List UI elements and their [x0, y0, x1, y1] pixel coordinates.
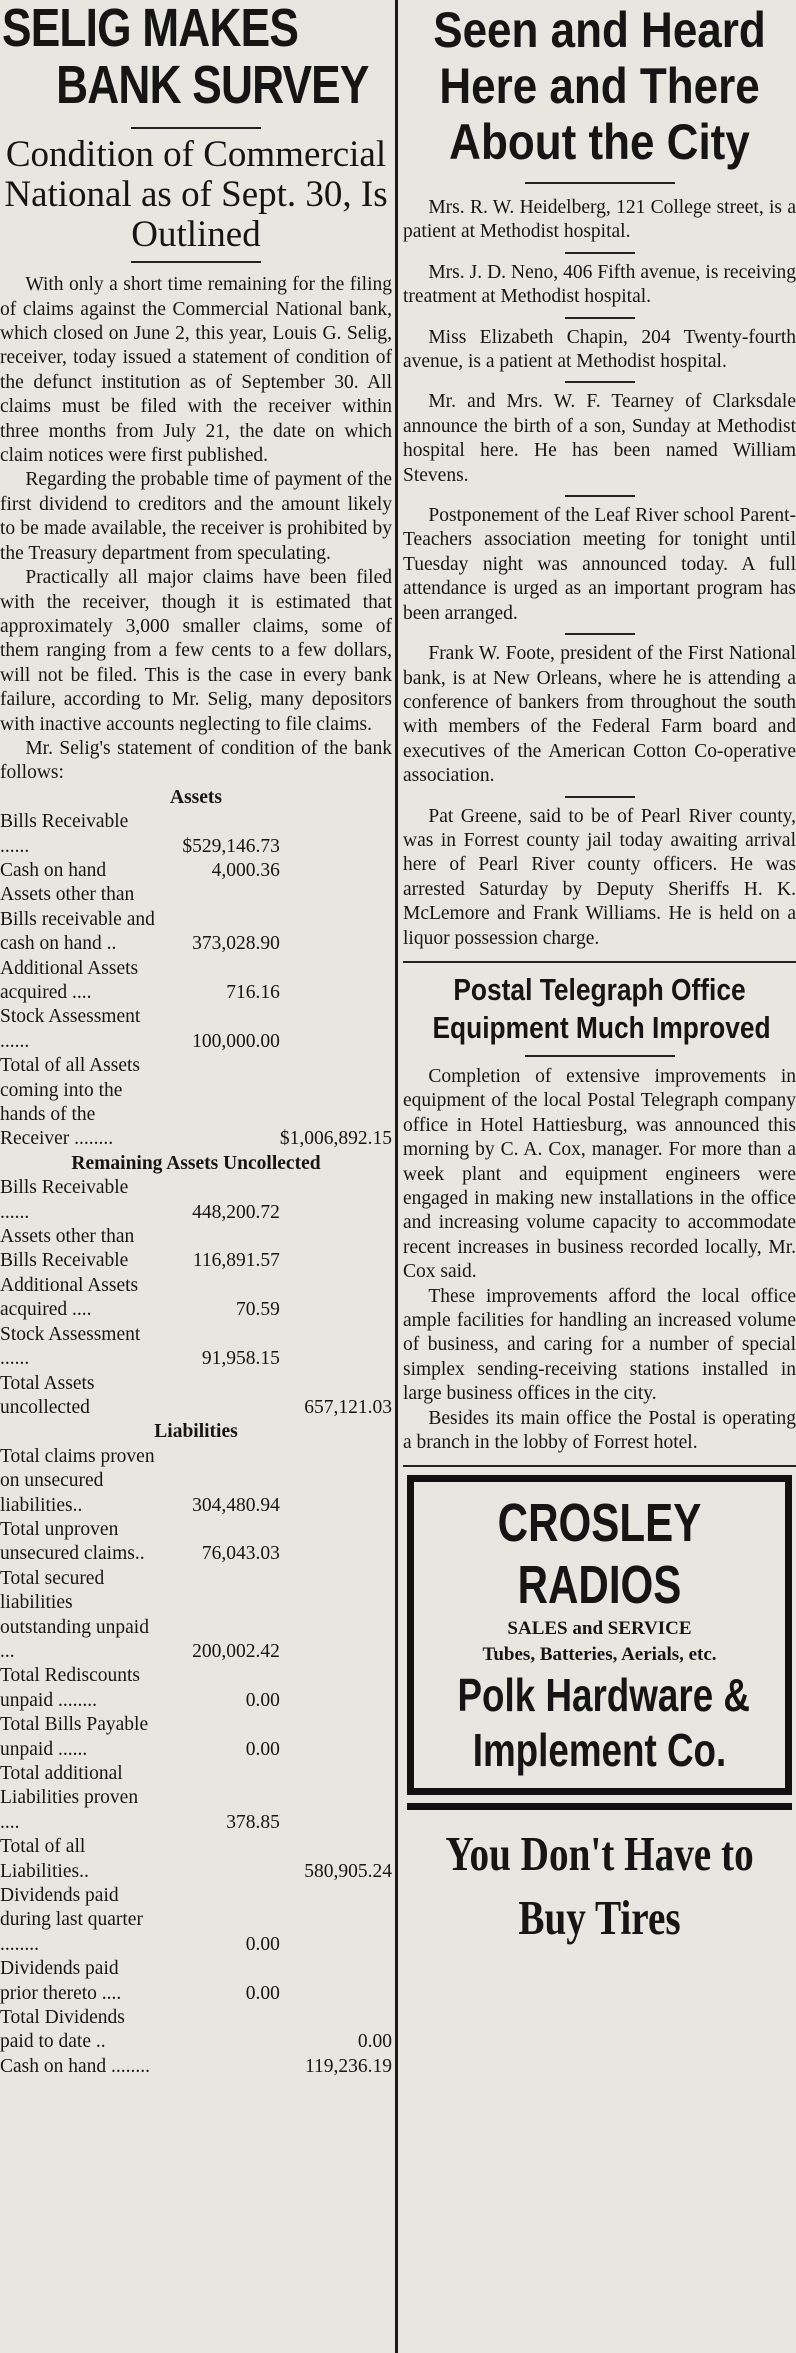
divider: [525, 182, 675, 184]
row-label: Additional Assets acquired ....: [0, 957, 139, 1004]
statement-row: [0, 1176, 392, 1225]
statement-row: [0, 1884, 392, 1957]
ad-crosley-radios: RADIOS: [517, 1555, 682, 1616]
row-amount: 378.85: [226, 1811, 280, 1833]
row-amount: 0.00: [245, 1738, 280, 1760]
section-title: Assets: [170, 786, 222, 808]
row-label: Total of all Assets coming into the hands of the Receiver ........: [0, 1055, 140, 1150]
row-label: Dividends paid prior thereto ....: [0, 1958, 122, 2004]
statement-row: [0, 1518, 392, 1567]
left-column: [0, 0, 392, 2079]
row-amount: [161, 2055, 280, 2079]
row-label: Total additional Liabilities proven ....: [0, 1763, 139, 1833]
row-amount: 76,043.03: [201, 1543, 280, 1565]
row-label: Total Rediscounts unpaid ........: [0, 1665, 140, 1711]
headline-line-2: Here and There: [439, 58, 760, 114]
row-amount: 0.00: [245, 1689, 280, 1711]
item-separator: [565, 252, 635, 254]
row-amount: 91,958.15: [201, 1348, 280, 1370]
row-amount: 4,000.36: [211, 859, 280, 881]
row-total: [280, 1884, 392, 1957]
row-amount: 0.00: [245, 1933, 280, 1955]
postal-headline-line-2: Equipment Much Improved: [432, 1009, 771, 1045]
article-paragraph: Practically all major claims have been filed with the receiver, though it is estimated that approximately 3,000 smaller claims, some of them ranging from a few cents to a few dollars, will not be filed. This is the case in every bank failure, according to Mr. Selig, many depositors with inactive accounts neglecting to file claims.: [0, 567, 392, 735]
statement-row: [0, 883, 392, 956]
postal-paragraph: These improvements afford the local office ample facilities for handling an increased volume of business, and caring for a number of special simplex sending-receiving stations installed in large business offices in the city.: [403, 1285, 796, 1405]
divider: [525, 1055, 675, 1057]
divider: [131, 261, 261, 263]
city-news-item: Pat Greene, said to be of Pearl River county, was in Forrest county jail today awaiting arrival here of Pearl River county officers. He was arrested Saturday by Deputy Sheriffs H. K. McLemore and Frank Williams. He is held on a liquor possession charge.: [403, 805, 796, 949]
row-total: [280, 1176, 392, 1225]
statement-row: [0, 1323, 392, 1372]
city-news-item: Mrs. J. D. Neno, 406 Fifth avenue, is receiving treatment at Methodist hospital.: [403, 261, 796, 308]
column-rule: [395, 0, 398, 2353]
row-total: $1,006,892.15: [279, 1128, 392, 1150]
article-paragraph: With only a short time remaining for the filing of claims against the Commercial National bank, which closed on June 2, this year, Louis G. Selig, receiver, today issued a statement of condition of the defunct institution as of September 30. All claims must be filed with the receiver within three months from July 21, the date on which claim notices were first published.: [0, 274, 392, 467]
row-amount: 70.59: [236, 1299, 280, 1321]
statement-row: [0, 1054, 392, 1152]
selig-article-body: [0, 273, 392, 786]
ad-implement-co: Implement Co.: [472, 1724, 727, 1777]
statement-section-heading: [0, 786, 392, 810]
headline-line-3: About the City: [449, 114, 750, 170]
row-label: Bills Receivable ......: [0, 1177, 129, 1223]
statement-section-heading: [0, 1420, 392, 1444]
row-label: Dividends paid during last quarter ........: [0, 1885, 143, 1955]
row-amount: 716.16: [226, 982, 280, 1004]
row-total: [280, 1957, 392, 2006]
statement-row: [0, 2055, 392, 2079]
city-items: [403, 196, 796, 951]
row-amount: 304,480.94: [192, 1494, 280, 1516]
row-label: Total of all Liabilities..: [0, 1836, 89, 1882]
row-total: [280, 1567, 392, 1665]
row-amount: [161, 1835, 280, 1884]
selig-deck: Condition of Commercial National as of Sept. 30, Is Outlined: [4, 134, 388, 256]
tires-ad-line-2: Buy Tires: [518, 1890, 681, 1946]
section-title: Liabilities: [154, 1421, 238, 1443]
statement-row: [0, 1225, 392, 1274]
row-total: [280, 1713, 392, 1762]
divider: [403, 961, 796, 963]
item-separator: [565, 317, 635, 319]
right-column: [403, 0, 796, 1950]
city-news-item: Mrs. R. W. Heidelberg, 121 College street, is a patient at Methodist hospital.: [403, 197, 796, 243]
city-news-item: Miss Elizabeth Chapin, 204 Twenty-fourth avenue, is a patient at Methodist hospital.: [403, 326, 796, 373]
row-label: Total unproven unsecured claims..: [0, 1518, 145, 1565]
row-label: Total secured liabilities outstanding unpaid ...: [0, 1567, 149, 1662]
row-total: [280, 1762, 392, 1835]
postal-paragraph: Besides its main office the Postal is operating a branch in the lobby of Forrest hotel.: [403, 1407, 796, 1454]
headline-line-1: Seen and Heard: [433, 2, 766, 58]
row-total: [280, 1225, 392, 1274]
article-paragraph: Mr. Selig's statement of condition of the bank follows:: [0, 737, 392, 784]
row-label: Cash on hand ........: [0, 2055, 151, 2077]
row-label: Total Bills Payable unpaid ......: [0, 1714, 149, 1760]
statement-row: [0, 1957, 392, 2006]
item-separator: [565, 633, 635, 635]
row-total: 0.00: [357, 2031, 392, 2053]
row-total: [280, 810, 392, 859]
row-amount: 100,000.00: [192, 1030, 280, 1052]
divider: [131, 127, 261, 129]
postal-paragraph: Completion of extensive improvements in equipment of the local Postal Telegraph company office in Hotel Hattiesburg, was announced this morning by C. A. Cox, manager. For more than a week plant and equipment engineers were engaged in making new installations in the office and increasing volume capacity to accommodate recent increases in business recorded locally, Mr. Cox said.: [403, 1065, 796, 1283]
seen-heard-headline: [403, 2, 796, 170]
tires-ad: [407, 1803, 792, 1950]
row-label: Total claims proven on unsecured liabilities..: [0, 1445, 155, 1516]
statement-row: [0, 859, 392, 883]
statement-row: [0, 1713, 392, 1762]
row-amount: $529,146.73: [182, 835, 280, 857]
row-total: [280, 1274, 392, 1323]
row-amount: 448,200.72: [192, 1201, 280, 1223]
crosley-ad: [407, 1475, 792, 1795]
ad-tubes-batteries: Tubes, Batteries, Aerials, etc.: [482, 1644, 717, 1666]
item-separator: [565, 796, 635, 798]
row-total: 119,236.19: [304, 2055, 392, 2077]
row-label: Stock Assessment ......: [0, 1006, 141, 1052]
section-title: Remaining Assets Uncollected: [71, 1152, 321, 1174]
row-total: [280, 957, 392, 1006]
statement-row: [0, 1445, 392, 1518]
tires-ad-line-1: You Don't Have to: [445, 1826, 754, 1882]
city-news-item: Postponement of the Leaf River school Parent-Teachers association meeting for tonight until Tuesday night was announced today. A full attendance is urged as an important program has been arranged.: [403, 505, 796, 624]
row-label: Total Assets uncollected: [0, 1372, 95, 1418]
statement-section-heading: [0, 1152, 392, 1176]
headline-line-2: BANK SURVEY: [56, 54, 369, 115]
bank-statement-table: [0, 786, 392, 2080]
row-amount: 200,002.42: [192, 1640, 280, 1662]
row-amount: 116,891.57: [192, 1250, 280, 1272]
row-amount: 373,028.90: [192, 933, 280, 955]
row-label: Additional Assets acquired ....: [0, 1274, 139, 1321]
row-amount: [161, 2006, 280, 2055]
statement-row: [0, 957, 392, 1006]
row-total: [280, 1323, 392, 1372]
city-news-item: Mr. and Mrs. W. F. Tearney of Clarksdale announce the birth of a son, Sunday at Methodist hospital here. He has been named William Stevens.: [403, 391, 796, 486]
row-total: 580,905.24: [304, 1860, 392, 1882]
row-label: Assets other than Bills Receivable: [0, 1226, 135, 1272]
row-label: Cash on hand: [0, 859, 107, 881]
statement-row: [0, 1664, 392, 1713]
row-amount: [161, 1054, 280, 1152]
ad-crosley-title: CROSLEY: [497, 1493, 702, 1554]
statement-row: [0, 1005, 392, 1054]
row-total: 657,121.03: [304, 1396, 392, 1418]
divider: [403, 1465, 796, 1467]
row-label: Assets other than Bills receivable and cash on hand ..: [0, 884, 155, 955]
row-total: [280, 859, 392, 883]
row-total: [280, 1518, 392, 1567]
statement-row: [0, 2006, 392, 2055]
postal-article-body: [403, 1065, 796, 1456]
ad-sales-service: SALES and SERVICE: [507, 1618, 692, 1640]
item-separator: [565, 495, 635, 497]
row-total: [280, 1664, 392, 1713]
row-label: Bills Receivable ......: [0, 811, 129, 857]
postal-headline-line-1: Postal Telegraph Office: [453, 971, 746, 1007]
row-total: [280, 1445, 392, 1518]
statement-row: [0, 1835, 392, 1884]
article-paragraph: Regarding the probable time of payment of the first dividend to creditors and the amount likely to be made available, the receiver is prohibited by the Treasury department from speculating.: [0, 469, 392, 564]
row-label: Stock Assessment ......: [0, 1323, 141, 1370]
city-news-item: Frank W. Foote, president of the First National bank, is at New Orleans, where he is attending a conference of bankers from throughout the south with members of the Federal Farm board and executives of the American Cotton Co-operative association.: [403, 643, 796, 787]
selig-headline: [0, 0, 392, 113]
row-amount: [161, 1372, 280, 1421]
statement-row: [0, 1274, 392, 1323]
postal-headline: [403, 971, 796, 1047]
row-label: Total Dividends paid to date ..: [0, 2007, 125, 2053]
ad-polk-hardware: Polk Hardware &: [457, 1669, 750, 1722]
row-total: [280, 1005, 392, 1054]
statement-row: [0, 1567, 392, 1665]
headline-line-1: SELIG MAKES: [2, 0, 299, 58]
item-separator: [565, 381, 635, 383]
row-total: [280, 883, 392, 956]
statement-row: [0, 810, 392, 859]
statement-row: [0, 1762, 392, 1835]
statement-row: [0, 1372, 392, 1421]
row-amount: 0.00: [245, 1982, 280, 2004]
